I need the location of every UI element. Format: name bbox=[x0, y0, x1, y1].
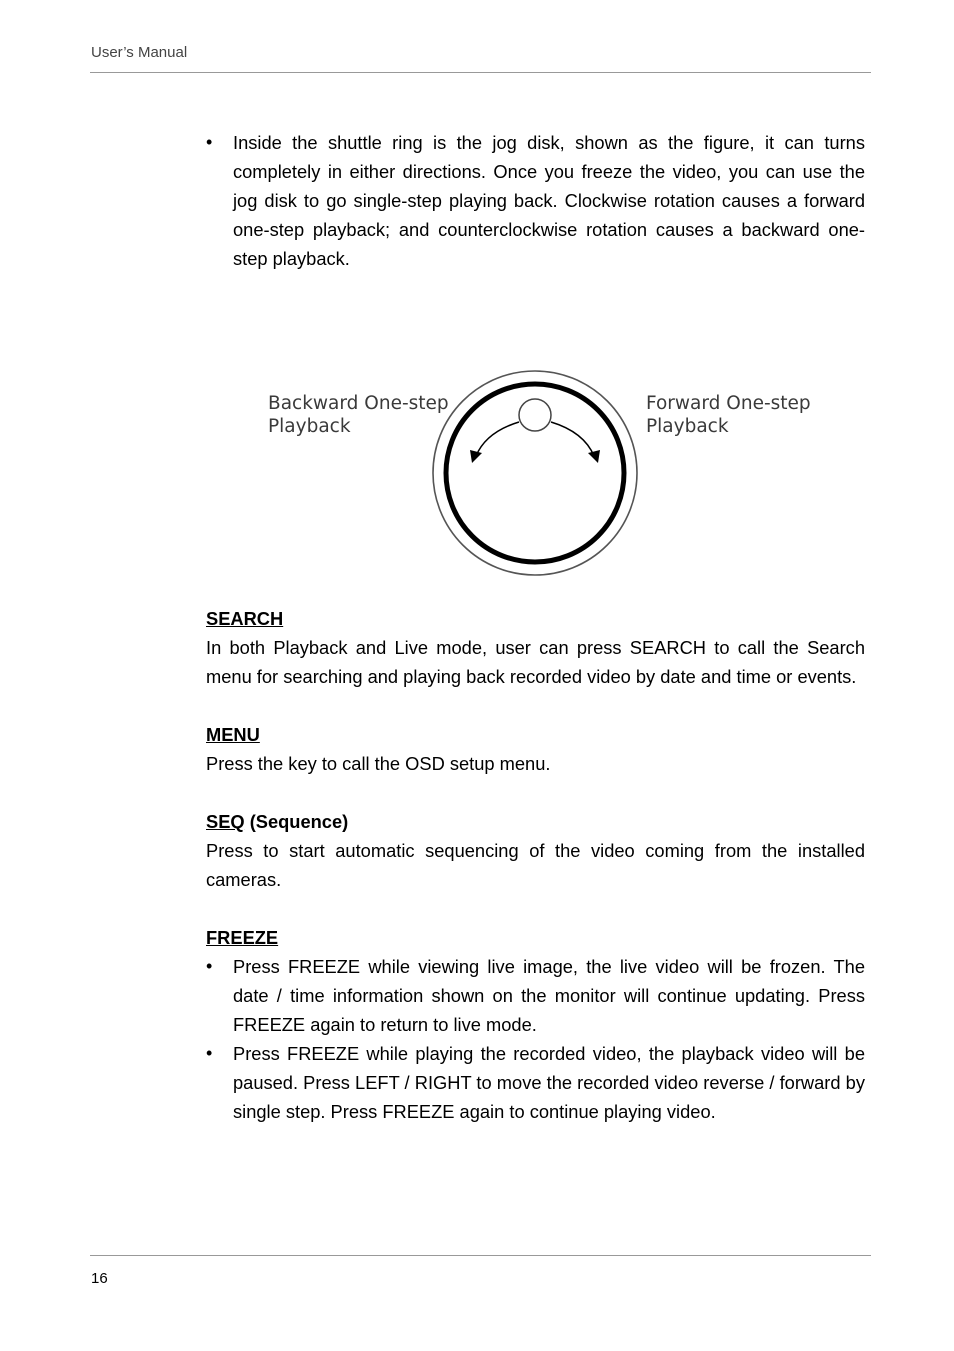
seq-body: Press to start automatic sequencing of the video coming from the installed cameras. bbox=[206, 840, 865, 890]
list-item: • Press FREEZE while playing the recorded video, the playback video will be paused. Press LEFT / RIGHT to move the recorded video reverse / forward by single step. Press FREEZE again to continue playing video. bbox=[206, 1039, 865, 1126]
header-title: User’s Manual bbox=[91, 44, 188, 61]
jog-disk-figure bbox=[206, 314, 865, 604]
freeze-list bbox=[206, 952, 865, 1126]
counterclockwise-arrow-line bbox=[476, 422, 519, 456]
jog-disk-knob bbox=[519, 399, 551, 431]
search-heading: SEARCH bbox=[206, 608, 284, 629]
forward-playback-label: Forward One-step Playback bbox=[646, 393, 811, 437]
seq-heading: SEQ (Sequence) bbox=[206, 811, 349, 832]
freeze-heading: FREEZE bbox=[206, 927, 279, 948]
list-item: • Inside the shuttle ring is the jog disk, shown as the figure, it can turns completely in either directions. Once you freeze the video, you can use the jog disk to go single-step playing back. Clockwise rotation causes a forward one-step playback; and counterclockwise rotation causes a backward one-step playback. bbox=[206, 128, 865, 273]
page-content bbox=[206, 128, 865, 1126]
list-item: • Press FREEZE while viewing live image, the live video will be frozen. The date / time information shown on the monitor will continue updating. Press FREEZE again to return to live mode. bbox=[206, 952, 865, 1039]
menu-body: Press the key to call the OSD setup menu. bbox=[206, 753, 551, 774]
header-rule bbox=[90, 72, 871, 73]
clockwise-arrow-line bbox=[551, 422, 594, 456]
search-body: In both Playback and Live mode, user can press SEARCH to call the Search menu for searching and playing back recorded video by date and time or events. bbox=[206, 637, 865, 687]
clockwise-arrowhead bbox=[588, 450, 600, 463]
jog-disk-diagram bbox=[206, 314, 865, 604]
page-number: 16 bbox=[91, 1270, 108, 1287]
intro-list bbox=[206, 128, 865, 273]
backward-playback-label: Backward One-step Playback bbox=[268, 393, 449, 437]
counterclockwise-arrowhead bbox=[470, 450, 482, 463]
footer-rule bbox=[90, 1255, 871, 1256]
menu-heading: MENU bbox=[206, 724, 260, 745]
